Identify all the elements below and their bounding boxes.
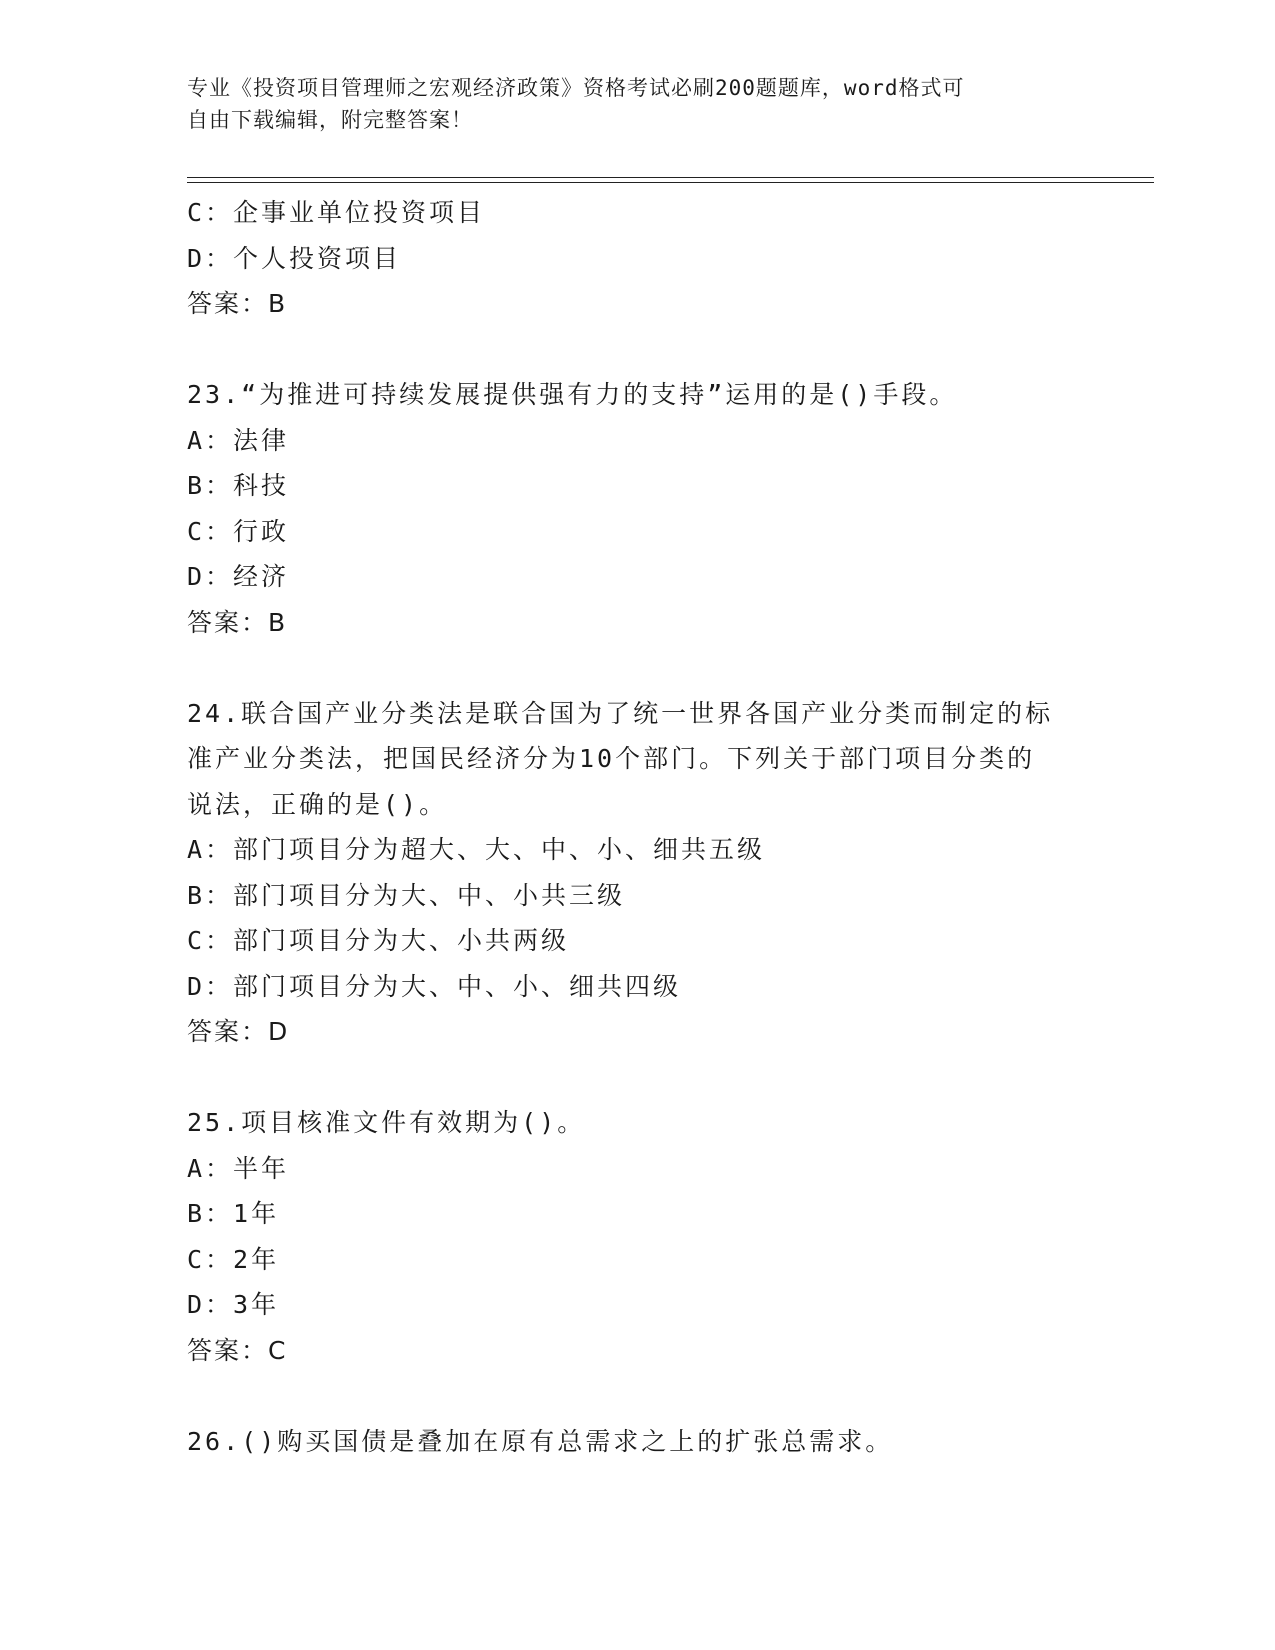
option-b: B：部门项目分为大、中、小共三级: [187, 880, 626, 910]
header-divider-bottom: [187, 182, 1154, 183]
answer-line: 答案：C: [187, 1335, 288, 1365]
answer-line: 答案：B: [187, 289, 288, 318]
question-stem: 23.“为推进可持续发展提供强有力的支持”运用的是()手段。: [187, 380, 958, 409]
option-b: B：科技: [187, 471, 290, 500]
question-stem-line-3: 说法，正确的是()。: [187, 789, 448, 819]
question-24: [187, 691, 1087, 1055]
option-a: A：半年: [187, 1153, 290, 1183]
header-divider-top: [187, 177, 1154, 178]
header-title-line-1: 专业《投资项目管理师之宏观经济政策》资格考试必刷200题题库，word格式可: [187, 76, 965, 100]
document-header: [187, 72, 1067, 136]
question-23: [187, 372, 1087, 645]
question-list: [187, 190, 1087, 1464]
question-25: [187, 1100, 1087, 1373]
question-stem: 26.()购买国债是叠加在原有总需求之上的扩张总需求。: [187, 1426, 894, 1456]
option-c: C：2年: [187, 1244, 280, 1274]
option-c: C：行政: [187, 516, 290, 546]
question-stem-line-1: 24.联合国产业分类法是联合国为了统一世界各国产业分类而制定的标: [187, 698, 1054, 728]
option-d: D：经济: [187, 562, 290, 591]
question-22-continued: [187, 190, 1087, 327]
answer-line: 答案：D: [187, 1017, 290, 1046]
option-d: D：个人投资项目: [187, 243, 402, 273]
question-stem: 25.项目核准文件有效期为()。: [187, 1108, 586, 1137]
option-d: D：部门项目分为大、中、小、细共四级: [187, 971, 682, 1001]
option-a: A：法律: [187, 425, 290, 455]
option-b: B：1年: [187, 1199, 280, 1228]
option-a: A：部门项目分为超大、大、中、小、细共五级: [187, 835, 766, 864]
question-stem-line-2: 准产业分类法，把国民经济分为10个部门。下列关于部门项目分类的: [187, 744, 1036, 773]
header-title-line-2: 自由下载编辑，附完整答案！: [187, 108, 473, 132]
answer-line: 答案：B: [187, 607, 288, 637]
option-d: D：3年: [187, 1290, 280, 1319]
option-c: C：企事业单位投资项目: [187, 198, 486, 227]
question-26: [187, 1419, 1087, 1465]
option-c: C：部门项目分为大、小共两级: [187, 926, 570, 955]
